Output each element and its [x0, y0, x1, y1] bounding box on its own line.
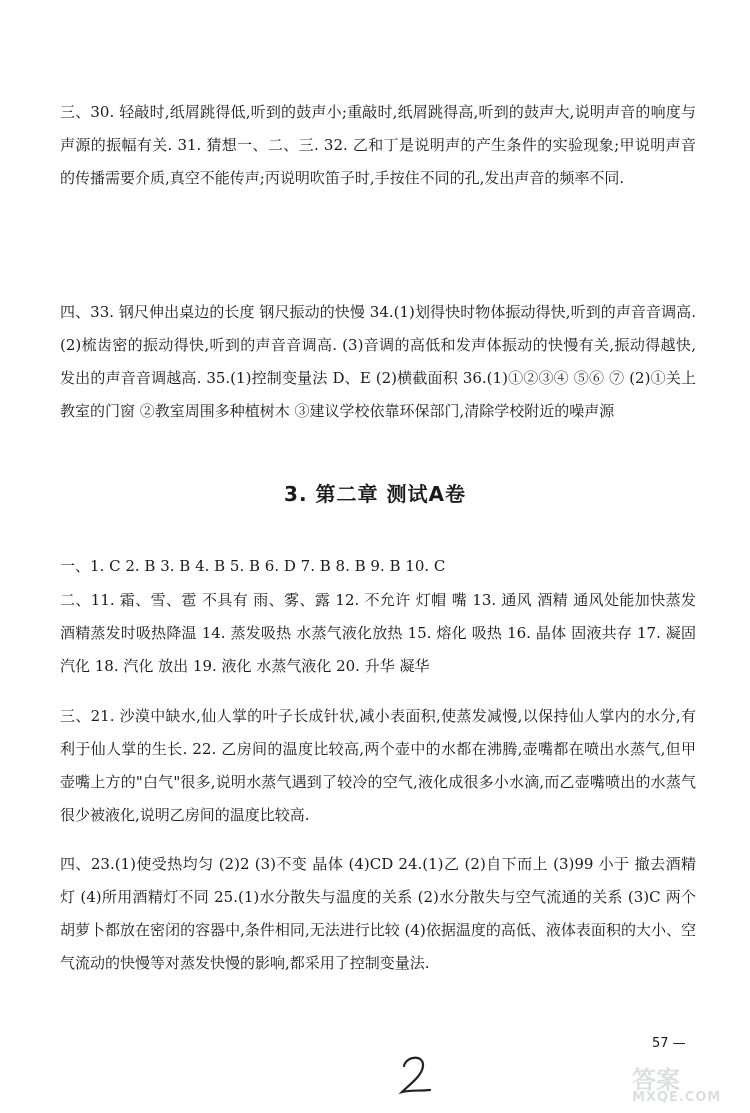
section-four: [60, 848, 696, 980]
watermark-line2: MXQE.COM: [632, 1090, 722, 1105]
section-two: [60, 584, 696, 683]
paragraph: 一、1. C 2. B 3. B 4. B 5. B 6. D 7. B 8. B 9. B 10. C: [60, 557, 446, 575]
paragraph: 三、21. 沙漠中缺水,仙人掌的叶子长成针状,减小表面积,使蒸发减慢,以保持仙人掌内的水分,有利于仙人掌的生长. 22. 乙房间的温度比较高,两个壶中的水都在沸腾,壶嘴都在喷出水蒸气,但甲壶嘴上方的"白气"很多,说明水蒸气遇到了较冷的空气,液化成很多小水滴,而乙壶嘴喷出的水蒸气很少被液化,说明乙房间的温度比较高.: [60, 707, 696, 824]
page-number: 57 —: [652, 1036, 686, 1051]
paragraph: 四、33. 钢尺伸出桌边的长度 钢尺振动的快慢 34.(1)划得快时物体振动得快,听到的声音音调高. (2)梳齿密的振动得快,听到的声音音调高. (3)音调的高低和发声体振动的快慢有关,振动得越快,发出的声音音调越高. 35.(1)控制变量法 D、E (2)横截面积 36.(1)①②③④ ⑤⑥ ⑦ (2)①关上教室的门窗 ②教室周围多种植树木 ③建议学校依靠环保部门,清除学校附近的噪声源: [60, 303, 696, 420]
paragraph: 四、23.(1)使受热均匀 (2)2 (3)不变 晶体 (4)CD 24.(1)乙 (2)自下而上 (3)99 小于 撤去酒精灯 (4)所用酒精灯不同 25.(1)水分散失与温度的关系 (2)水分散失与空气流通的关系 (3)C 两个胡萝卜都放在密闭的容器中,条件相同,无法进行比较 (4)依据温度的高低、液体表面积的大小、空气流动的快慢等对蒸发快慢的影响,都采用了控制变量法.: [60, 855, 696, 972]
section-one: [60, 550, 696, 583]
section-three-prev: [60, 96, 696, 195]
watermark-line1: 答案: [632, 1066, 680, 1094]
section-four-prev: [60, 296, 696, 428]
section-three: [60, 700, 696, 832]
handwritten-number-mark: [396, 1052, 436, 1098]
paragraph: 三、30. 轻敲时,纸屑跳得低,听到的鼓声小;重敲时,纸屑跳得高,听到的鼓声大,说明声音的响度与声源的振幅有关. 31. 猜想一、二、三. 32. 乙和丁是说明声的产生条件的实验现象;甲说明声音的传播需要介质,真空不能传声;丙说明吹笛子时,手按住不同的孔,发出声音的频率不同.: [60, 103, 696, 187]
watermark-logo: [628, 1060, 740, 1108]
chapter-title: 3. 第二章 测试A卷: [284, 482, 466, 506]
paragraph: 二、11. 霜、雪、雹 不具有 雨、雾、露 12. 不允许 灯帽 嘴 13. 通风 酒精 通风处能加快蒸发 酒精蒸发时吸热降温 14. 蒸发吸热 水蒸气液化放热 15. 熔化 吸热 16. 晶体 固液共存 17. 凝固 汽化 18. 汽化 放出 19. 液化 水蒸气液化 20. 升华 凝华: [60, 591, 696, 675]
